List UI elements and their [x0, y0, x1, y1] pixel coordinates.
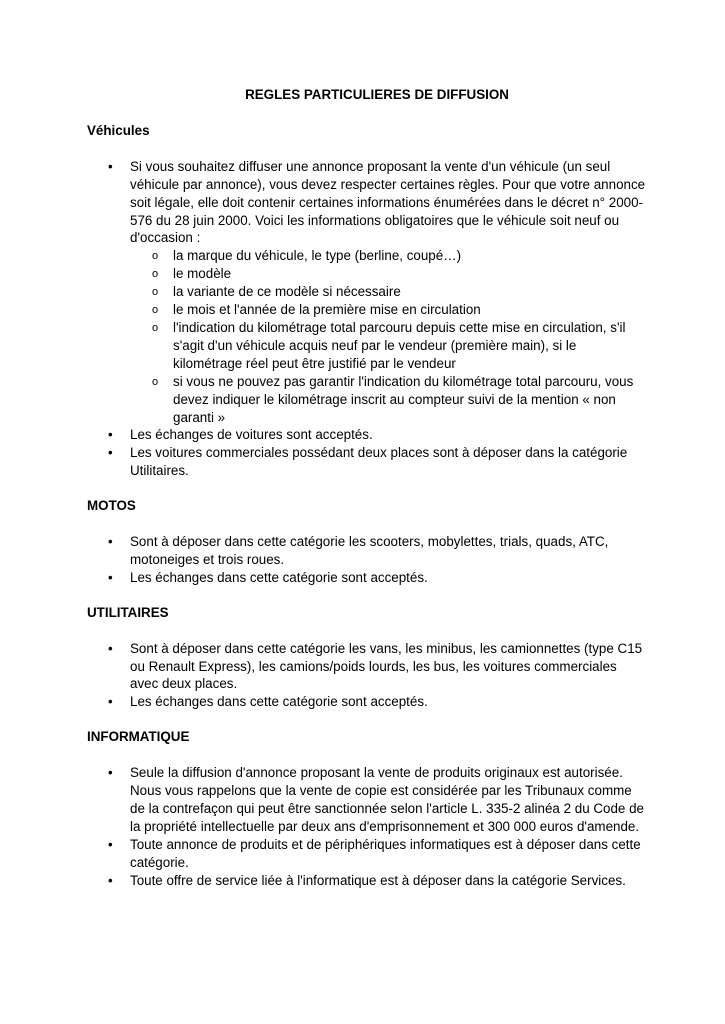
- bullet-list: [87, 640, 647, 712]
- section-vehicules: [87, 122, 647, 480]
- bullet-icon: •: [108, 158, 113, 174]
- bullet-icon: •: [108, 765, 113, 781]
- list-item: [87, 693, 647, 711]
- list-item: [87, 426, 647, 444]
- list-item: [87, 640, 647, 694]
- list-item: [87, 158, 647, 427]
- section-heading: MOTOS: [87, 498, 136, 514]
- sub-list-item-text: le mois et l'année de la première mise en circulation: [173, 302, 481, 318]
- list-item: [87, 764, 647, 836]
- document-page: [87, 86, 647, 890]
- bullet-icon: •: [108, 872, 113, 888]
- sub-list-item-text: l'indication du kilométrage total parcouru depuis cette mise en circulation, s'il s'agit d'un véhicule acquis neuf par le vendeur (première main), si le kilométrage réel peut être justifié par le vendeur: [173, 319, 626, 371]
- bullet-icon: •: [108, 640, 113, 656]
- sub-list-item: [130, 301, 647, 319]
- list-item-text: Toute offre de service liée à l'informatique est à déposer dans la catégorie Services.: [130, 872, 626, 888]
- bullet-icon: •: [108, 445, 113, 461]
- sub-list-item: [130, 283, 647, 301]
- document-title: REGLES PARTICULIERES DE DIFFUSION: [245, 87, 509, 102]
- list-item-text: Toute annonce de produits et de périphériques informatiques est à déposer dans cette catégorie.: [130, 836, 641, 870]
- list-item-text: Les échanges dans cette catégorie sont acceptés.: [130, 694, 428, 710]
- bullet-list: [87, 533, 647, 587]
- section-heading: UTILITAIRES: [87, 604, 169, 620]
- bullet-list: [87, 158, 647, 480]
- bullet-list: [87, 764, 647, 889]
- section-heading: Véhicules: [87, 122, 150, 138]
- list-item-text: Les échanges dans cette catégorie sont acceptés.: [130, 569, 428, 585]
- list-item-text: Les voitures commerciales possédant deux places sont à déposer dans la catégorie Utilitaires.: [130, 445, 628, 479]
- circle-bullet-icon: o: [152, 321, 159, 334]
- circle-bullet-icon: o: [152, 268, 159, 281]
- circle-bullet-icon: o: [152, 286, 159, 299]
- sub-list-item-text: la variante de ce modèle si nécessaire: [173, 284, 401, 300]
- circle-bullet-icon: o: [152, 304, 159, 317]
- circle-bullet-icon: o: [152, 375, 159, 388]
- sub-list-item: [130, 265, 647, 283]
- sub-list-item: [130, 247, 647, 265]
- list-item-text: Si vous souhaitez diffuser une annonce proposant la vente d'un véhicule (un seul véhicule par annonce), vous devez respecter certaines règles. Pour que votre annonce soit légale, elle doit contenir certaines informations énumérées dans le décret n° 2000-576 du 28 juin 2000. Voici les informations obligatoires que le véhicule soit neuf ou d'occasion :: [130, 158, 646, 246]
- sub-list-item-text: le modèle: [173, 266, 232, 282]
- sub-list-item: [130, 319, 647, 373]
- list-item: [87, 872, 647, 890]
- sub-list-item-text: la marque du véhicule, le type (berline, coupé…): [173, 248, 462, 264]
- list-item-text: Seule la diffusion d'annonce proposant la vente de produits originaux est autorisée. Nous vous rappelons que la vente de copie est considérée par les Tribunaux comme de la contrefaçon qui peut être sanctionnée selon l'article L. 335-2 alinéa 2 du Code de la propriété intellectuelle par deux ans d'emprisonnement et 300 000 euros d'amende.: [130, 765, 644, 834]
- bullet-icon: •: [108, 836, 113, 852]
- list-item-text: Les échanges de voitures sont acceptés.: [130, 427, 373, 443]
- bullet-icon: •: [108, 534, 113, 550]
- section-utilitaires: [87, 604, 647, 712]
- list-item: [87, 836, 647, 872]
- bullet-icon: •: [108, 427, 113, 443]
- bullet-icon: •: [108, 694, 113, 710]
- sub-list: [130, 247, 647, 426]
- sub-list-item: [130, 373, 647, 427]
- section-heading: INFORMATIQUE: [87, 729, 190, 745]
- section-motos: [87, 497, 647, 587]
- list-item: [87, 533, 647, 569]
- list-item-text: Sont à déposer dans cette catégorie les vans, les minibus, les camionnettes (type C15 ou Renault Express), les camions/poids lourds, les bus, les voitures commerciales avec deux places.: [130, 640, 643, 692]
- list-item: [87, 444, 647, 480]
- sub-list-item-text: si vous ne pouvez pas garantir l'indication du kilométrage total parcouru, vous devez indiquer le kilométrage inscrit au compteur suivi de la mention « non garanti »: [173, 373, 634, 425]
- list-item-text: Sont à déposer dans cette catégorie les scooters, mobylettes, trials, quads, ATC, motoneiges et trois roues.: [130, 534, 609, 567]
- bullet-icon: •: [108, 569, 113, 585]
- section-informatique: [87, 728, 647, 889]
- circle-bullet-icon: o: [152, 250, 159, 263]
- list-item: [87, 569, 647, 587]
